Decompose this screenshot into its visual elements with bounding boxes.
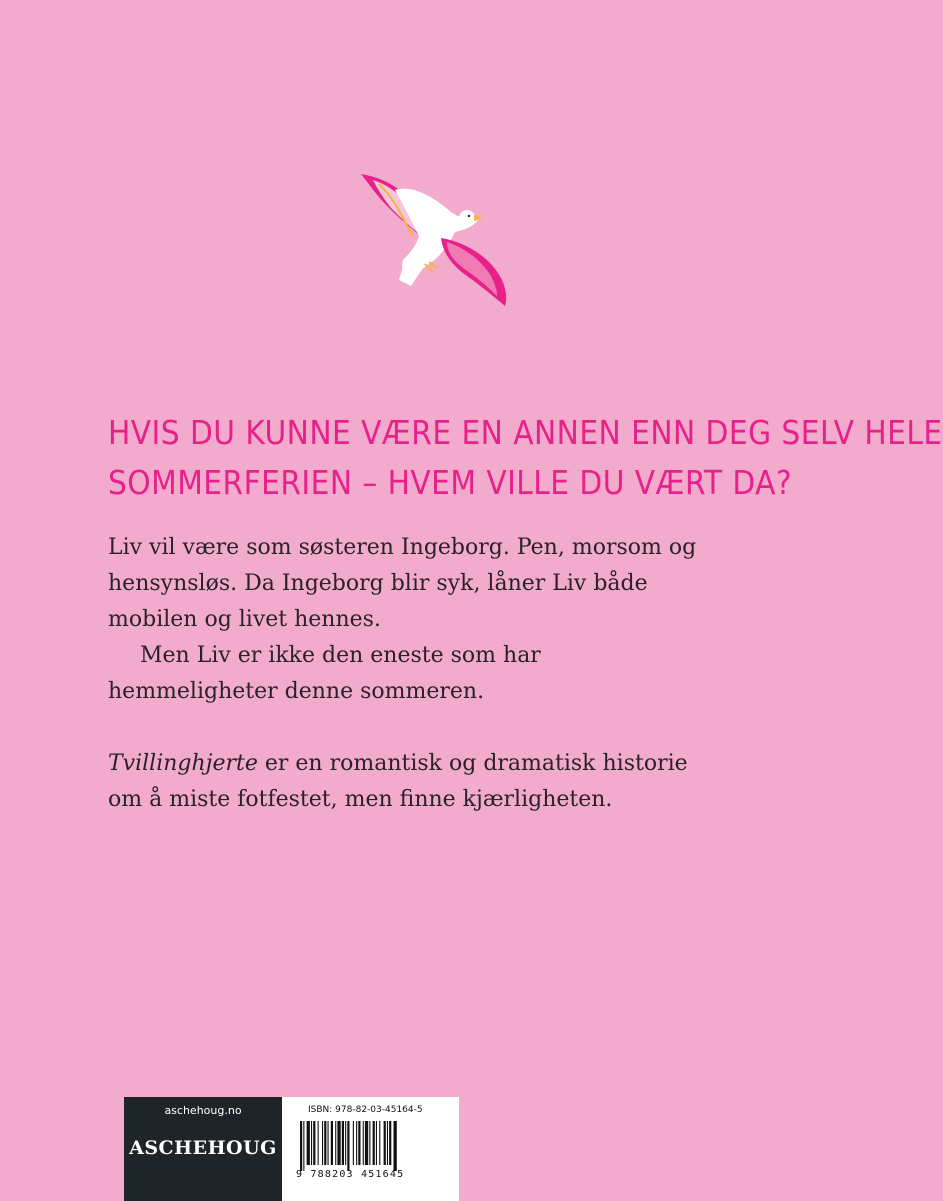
barcode-bar — [384, 1121, 386, 1165]
barcode-bar — [369, 1121, 370, 1165]
barcode-bar — [328, 1121, 329, 1165]
headline-line-1: HVIS DU KUNNE VÆRE EN ANNEN ENN DEG SELV HELE — [108, 413, 943, 452]
publisher-url: aschehoug.no — [164, 1104, 242, 1117]
barcode-bar — [322, 1121, 323, 1165]
barcode-box — [282, 1097, 459, 1201]
barcode-bar — [300, 1121, 302, 1171]
book-title: Tvillinghjerte — [108, 751, 258, 776]
headline-line-2: SOMMERFERIEN – HVEM VILLE DU VÆRT DA? — [108, 463, 793, 502]
barcode-bar — [365, 1121, 368, 1165]
barcode-bar — [337, 1121, 340, 1165]
barcode-bar — [389, 1121, 391, 1165]
publisher-box — [124, 1097, 282, 1201]
barcode-bar — [358, 1121, 360, 1165]
barcode-bar — [342, 1121, 344, 1165]
blurb-paragraph-3 — [108, 746, 708, 818]
barcode-bar — [331, 1121, 333, 1165]
barcode-bar — [324, 1121, 326, 1165]
barcode-bar — [307, 1121, 310, 1165]
blurb-paragraph-2: Men Liv er ikke den eneste som har hemmeligheter denne sommeren. — [108, 643, 541, 704]
barcode-bar — [373, 1121, 375, 1165]
isbn-label: ISBN: 978-82-03-45164-5 — [308, 1105, 423, 1115]
barcode-icon — [296, 1121, 448, 1173]
headline — [108, 408, 943, 508]
blurb — [108, 530, 708, 818]
barcode-bar — [387, 1121, 388, 1165]
barcode-bar — [363, 1121, 364, 1165]
blurb-paragraph-3-text: er en romantisk og dramatisk historie om å miste fotfestet, men finne kjærligheten. — [108, 751, 688, 812]
barcode-bar — [318, 1121, 319, 1165]
barcode-bar — [353, 1121, 354, 1165]
barcode-bar — [356, 1121, 357, 1165]
barcode-bar — [379, 1121, 380, 1165]
barcode-digits: 9 788203 451645 — [296, 1169, 405, 1180]
barcode-bar — [347, 1121, 349, 1171]
barcode-bar — [311, 1121, 312, 1165]
seagull-icon — [355, 168, 515, 313]
barcode-bar — [313, 1121, 315, 1165]
publisher-logo: ASCHEHOUG — [129, 1137, 277, 1159]
barcode-bar — [335, 1121, 336, 1165]
barcode-bar — [376, 1121, 377, 1165]
barcode-bar — [394, 1121, 397, 1171]
blurb-paragraph-1: Liv vil være som søsteren Ingeborg. Pen, morsom og hensynsløs. Da Ingeborg blir syk, låner Liv både mobilen og livet hennes. — [108, 535, 697, 632]
barcode-bar — [345, 1121, 346, 1165]
barcode-bar — [303, 1121, 304, 1171]
